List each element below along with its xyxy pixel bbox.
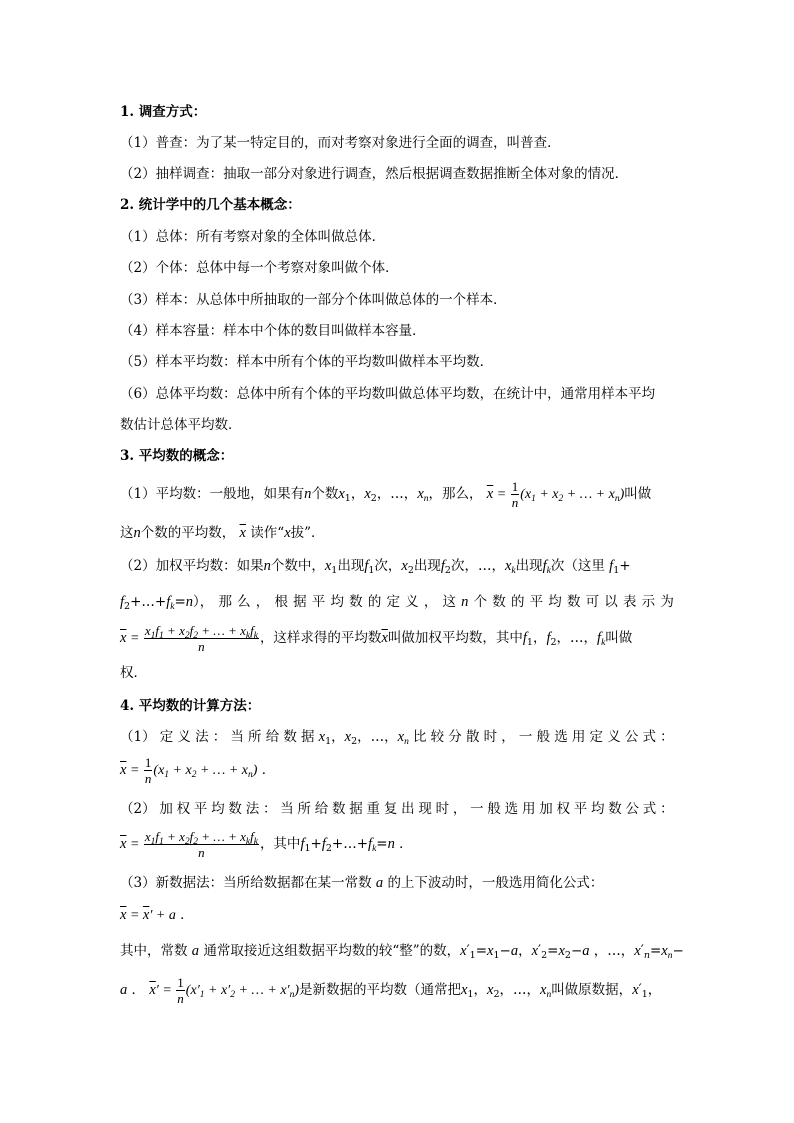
heading-mean-concept: 3. 平均数的概念： [120, 448, 234, 464]
text-definition-method: （1） 定 义 法 ： 当 所 给 数 据 $x_1$，$x_2$，…，$x_n$ 比 较 分 散 时 ， 一 般 选 用 定 义 公 式 ： [120, 729, 674, 747]
text-sample: （3）样本：从总体中所抽取的一部分个体叫做总体的一个样本． [120, 292, 507, 308]
text-new-data-method: （3）新数据法：当所给数据都在某一常数 a 的上下波动时，一般选用简化公式： [120, 875, 604, 891]
formula-new-data-method: $\overline{x} = \overline{x}' + a$ ． [120, 907, 194, 923]
text-sample-mean: （5）样本平均数：样本中所有个体的平均数叫做样本平均数． [120, 354, 494, 370]
formula-weighted-mean: $\overline{x}$ = $x_1f_1 + x_2f_2$ + … + $x_kf_k$ n [120, 623, 258, 655]
text-weighted-mean-3: $\overline{x}$ = $x_1f_1 + x_2f_2$ + … + $x_kf_k$ n ，这样求得的平均数$\overline{x}$叫做加权平均数，其中$f_1$，$f_2$，…，$f_k$叫做 [120, 623, 633, 655]
text-population-mean: （6）总体平均数：总体中所有个体的平均数叫做总体平均数，在统计中，通常用样本平均 [120, 386, 656, 402]
text-individual: （2）个体：总体中每一个考察对象叫做个体． [120, 260, 399, 276]
heading-basic-concepts: 2. 统计学中的几个基本概念： [120, 197, 301, 213]
text-weight: 权． [120, 665, 147, 681]
text-weighted-mean-1: （2）加权平均数：如果n个数中，$x_1$出现$f_1$次，$x_2$出现$f_2$次，…，$x_k$出现$f_k$次（这里 $f_1+$ [120, 558, 631, 576]
data-list: $x_1$，$x_2$，…，$x_n$ [318, 729, 409, 747]
text-mean-read-as: 这n个数的平均数， $\overline{x}$ 读作“x拔”． [120, 525, 325, 541]
text-mean-definition: （1）平均数：一般地，如果有n个数$x_1$，$x_2$，…，$x_n$，那么， $\overline{x}$ = $\frac{1}{n}$ ($x_1 + x_2$ + … + $x_n$)叫做 [120, 479, 652, 511]
text-sample-size: （4）样本容量：样本中个体的数目叫做样本容量． [120, 323, 426, 339]
formula-weighted-method: $\overline{x}$ = $x_1f_1 + x_2f_2$ + … + $x_kf_k$ n ，其中$f_1+f_2+\dots+f_k=n$ ． [120, 829, 413, 861]
formula-definition-method: $\overline{x}$ = $\frac{1}{n}$ ($x_1 + x_2$ + … + $x_n$) ． [120, 755, 276, 787]
text-new-data-mean: a ． $\overline{x}'$ = $\frac{1}{n}$ ($x'_1 + x'_2$ + … + $x'_n$)是新数据的平均数（通常把$x_1$，$x_2$，…，$x_n$叫做原数据，$x'_1$， [120, 975, 662, 1007]
text-constant-a: 其中，常数 a 通常取接近这组数据平均数的较“整”的数，$x'_1=x_1-a$，$x'_2=x_2-a$ ，…，$x'_n=x_n-$ [120, 943, 684, 961]
formula-mean: $\overline{x}$ = $\frac{1}{n}$ ($x_1 + x_2$ + … + $x_n$) [486, 479, 625, 511]
text-census: （1）普查：为了某一特定目的，而对考察对象进行全面的调查，叫普查． [120, 135, 561, 151]
text-sampling-survey: （2）抽样调查：抽取一部分对象进行调查，然后根据调查数据推断全体对象的情况． [120, 166, 629, 182]
heading-survey-methods: 1. 调查方式： [120, 104, 207, 120]
text-weighted-method: （2） 加 权 平 均 数 法 ： 当 所 给 数 据 重 复 出 现 时 ， 一 般 选 用 加 权 平 均 数 公 式 ： [120, 801, 674, 817]
text-population: （1）总体：所有考察对象的全体叫做总体． [120, 229, 386, 245]
text-population-mean-cont: 数估计总体平均数． [120, 417, 242, 433]
heading-calculation-methods: 4. 平均数的计算方法： [120, 698, 261, 714]
text-weighted-mean-2: $f_2+\dots+f_k=n$）， 那 么 ， 根 据 平 均 数 的 定 义 ， 这 n 个 数 的 平 均 数 可 以 表 示 为 [120, 594, 674, 612]
